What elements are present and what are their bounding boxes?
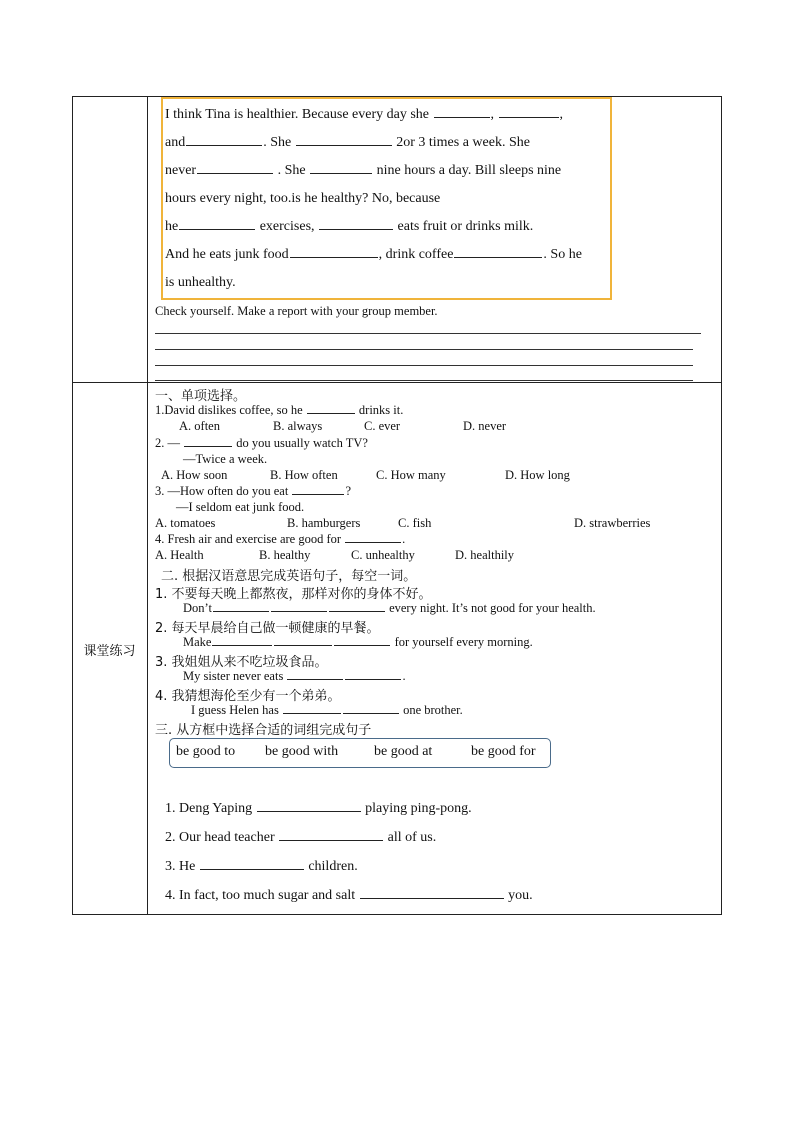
report-line[interactable] <box>155 380 693 381</box>
option-b[interactable]: B. always <box>273 419 323 433</box>
question-text: every night. It’s not good for your health. <box>385 601 596 615</box>
question-4-stem <box>155 532 405 547</box>
option-d[interactable]: D. healthily <box>455 548 515 562</box>
reading-line-6 <box>165 247 582 263</box>
question-text: do you usually watch TV? <box>233 436 368 450</box>
reading-text: and <box>165 135 186 150</box>
part3-title: 三. 从方框中选择合适的词组完成句子 <box>155 723 372 738</box>
reading-text: . She <box>274 163 310 178</box>
fill-sentence-3 <box>165 859 358 875</box>
answer-blank[interactable] <box>274 644 332 646</box>
translation-3-chinese: 3. 我姐姐从来不吃垃圾食品。 <box>155 655 328 670</box>
question-1-stem <box>155 403 403 418</box>
question-text: playing ping-pong. <box>361 801 472 816</box>
option-a[interactable]: A. Health <box>155 548 204 562</box>
report-line[interactable] <box>155 333 701 334</box>
answer-blank[interactable] <box>213 610 269 612</box>
phrase-option[interactable]: be good with <box>265 744 339 759</box>
reading-line-5 <box>165 219 533 235</box>
question-text: for yourself every morning. <box>391 635 533 649</box>
answer-blank[interactable] <box>186 144 262 146</box>
question-text: 1.David dislikes coffee, so he <box>155 403 306 417</box>
question-text: Don’t <box>183 601 212 615</box>
answer-blank[interactable] <box>271 610 327 612</box>
option-b[interactable]: B. hamburgers <box>287 516 361 530</box>
translation-1-english <box>183 601 596 616</box>
reading-text: , drink coffee <box>378 247 454 262</box>
reading-text: I think Tina is healthier. Because every day she <box>165 107 433 122</box>
part1-title: 一、单项选择。 <box>155 389 247 404</box>
answer-blank[interactable] <box>310 172 372 174</box>
reading-line-3 <box>165 163 561 179</box>
reading-text: nine hours a day. Bill sleeps nine <box>373 163 562 178</box>
answer-blank[interactable] <box>454 256 542 258</box>
option-d[interactable]: D. How long <box>505 468 570 482</box>
question-text: . <box>402 532 406 546</box>
option-c[interactable]: C. fish <box>398 516 432 530</box>
reading-text: , <box>490 107 498 122</box>
reading-text: , <box>559 107 563 122</box>
question-text: you. <box>504 888 533 903</box>
fill-sentence-4 <box>165 888 533 904</box>
reading-text: he <box>165 219 179 234</box>
translation-3-english <box>183 669 406 684</box>
question-text: children. <box>304 859 358 874</box>
answer-blank[interactable] <box>296 144 392 146</box>
question-3-stem <box>155 484 351 499</box>
check-yourself-instruction: Check yourself. Make a report with your group member. <box>155 304 438 318</box>
option-a[interactable]: A. often <box>179 419 220 433</box>
answer-blank[interactable] <box>212 644 272 646</box>
question-text: 3. —How often do you eat <box>155 484 292 498</box>
fill-sentence-1 <box>165 801 472 817</box>
phrase-option[interactable]: be good for <box>471 744 536 759</box>
answer-blank[interactable] <box>197 172 273 174</box>
reading-text: eats fruit or drinks milk. <box>394 219 534 234</box>
answer-blank[interactable] <box>292 493 344 495</box>
answer-blank[interactable] <box>499 116 559 118</box>
reading-text: never <box>165 163 197 178</box>
part2-title: 二. 根据汉语意思完成英语句子，每空一词。 <box>161 569 417 584</box>
answer-blank[interactable] <box>179 228 255 230</box>
question-text: 4. In fact, too much sugar and salt <box>165 888 359 903</box>
question-text: Make <box>183 635 212 649</box>
question-2-answer: —Twice a week. <box>183 452 268 466</box>
answer-blank[interactable] <box>200 868 304 870</box>
translation-1-chinese: 1. 不要每天晚上都熬夜，那样对你的身体不好。 <box>155 587 432 602</box>
answer-blank[interactable] <box>345 678 401 680</box>
answer-blank[interactable] <box>307 412 355 414</box>
question-text: 4. Fresh air and exercise are good for <box>155 532 345 546</box>
phrase-option[interactable]: be good to <box>176 744 236 759</box>
question-text: one brother. <box>399 703 463 717</box>
option-d[interactable]: D. never <box>463 419 507 433</box>
answer-blank[interactable] <box>360 897 504 899</box>
option-c[interactable]: C. unhealthy <box>351 548 415 562</box>
question-text: My sister never eats <box>183 669 287 683</box>
column-divider <box>147 96 148 915</box>
translation-4-chinese: 4. 我猜想海伦至少有一个弟弟。 <box>155 689 341 704</box>
translation-2-english <box>183 635 533 650</box>
answer-blank[interactable] <box>290 256 378 258</box>
option-a[interactable]: A. tomatoes <box>155 516 216 530</box>
reading-text: 2or 3 times a week. She <box>392 135 530 150</box>
question-text: 1. Deng Yaping <box>165 801 256 816</box>
report-line[interactable] <box>155 349 693 350</box>
option-b[interactable]: B. How often <box>270 468 338 482</box>
phrase-option[interactable]: be good at <box>374 744 433 759</box>
question-text: . <box>402 669 406 683</box>
question-text: 2. Our head teacher <box>165 830 279 845</box>
question-text: drinks it. <box>355 403 404 417</box>
reading-text: . So he <box>543 247 582 262</box>
question-text: ? <box>345 484 351 498</box>
option-b[interactable]: B. healthy <box>259 548 311 562</box>
reading-line-4: hours every night, too.is he healthy? No, because <box>165 191 441 206</box>
translation-2-chinese: 2. 每天早晨给自己做一顿健康的早餐。 <box>155 621 380 636</box>
reading-line-7: is unhealthy. <box>165 275 236 290</box>
answer-blank[interactable] <box>334 644 390 646</box>
option-c[interactable]: C. ever <box>364 419 401 433</box>
option-d[interactable]: D. strawberries <box>574 516 651 530</box>
reading-line-2 <box>165 135 530 151</box>
reading-text: exercises, <box>256 219 319 234</box>
question-text: all of us. <box>384 830 437 845</box>
answer-blank[interactable] <box>345 541 401 543</box>
question-text: I guess Helen has <box>191 703 282 717</box>
fill-sentence-2 <box>165 830 436 846</box>
option-a[interactable]: A. How soon <box>161 468 228 482</box>
question-text: 2. — <box>155 436 184 450</box>
answer-blank[interactable] <box>434 116 490 118</box>
report-line[interactable] <box>155 365 693 366</box>
question-2-stem <box>155 436 368 451</box>
answer-blank[interactable] <box>283 712 341 714</box>
translation-4-english <box>191 703 463 718</box>
row-label-classroom-practice: 课堂练习 <box>83 644 136 659</box>
answer-blank[interactable] <box>319 228 393 230</box>
option-c[interactable]: C. How many <box>376 468 446 482</box>
answer-blank[interactable] <box>184 445 232 447</box>
reading-text: And he eats junk food <box>165 247 289 262</box>
answer-blank[interactable] <box>257 810 361 812</box>
question-3-answer: —I seldom eat junk food. <box>176 500 305 514</box>
question-text: 3. He <box>165 859 199 874</box>
answer-blank[interactable] <box>329 610 385 612</box>
answer-blank[interactable] <box>279 839 383 841</box>
reading-line-1 <box>165 107 563 123</box>
answer-blank[interactable] <box>287 678 343 680</box>
reading-text: . She <box>263 135 295 150</box>
answer-blank[interactable] <box>343 712 399 714</box>
row-divider <box>72 382 722 383</box>
